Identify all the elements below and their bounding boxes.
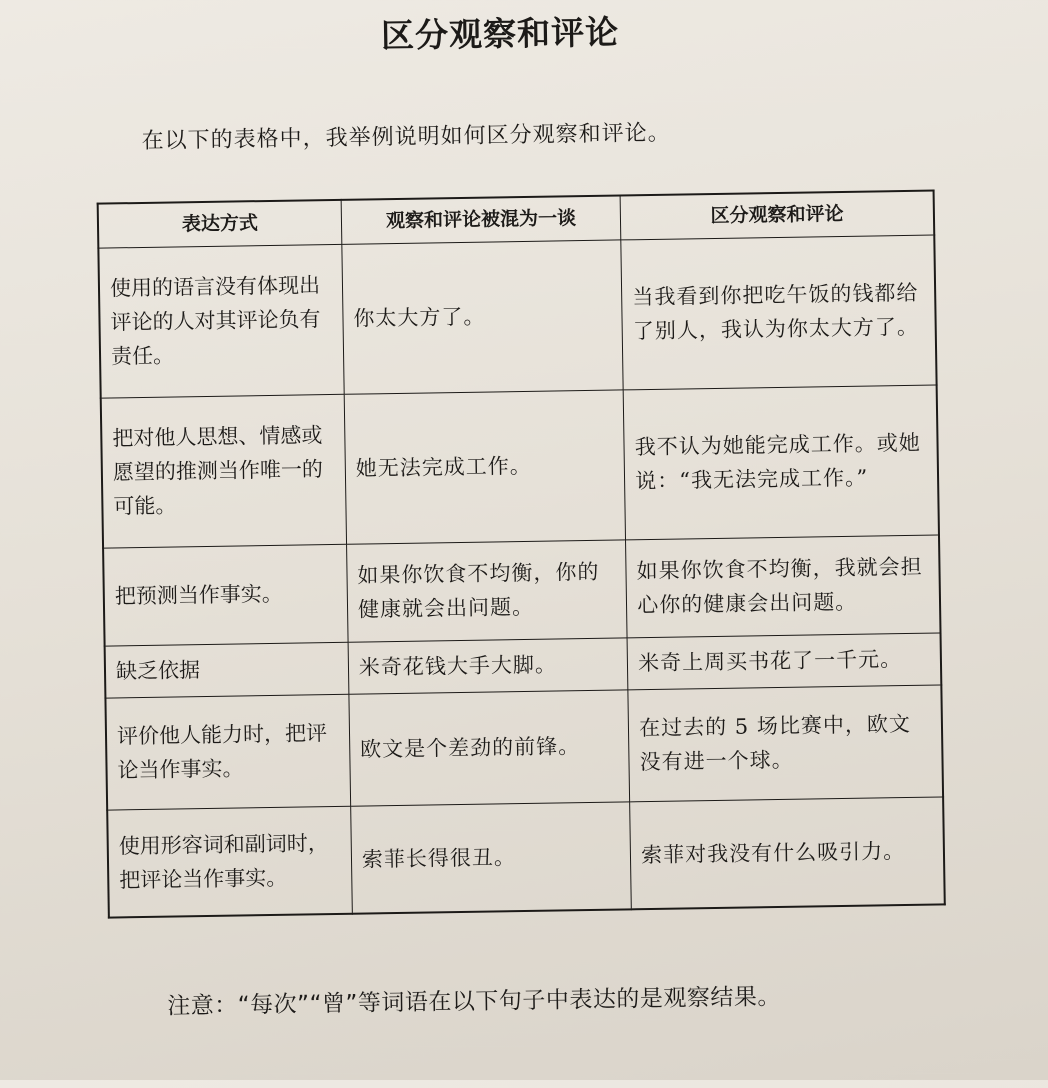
comparison-table	[97, 190, 946, 919]
column-header-separated: 区分观察和评论	[620, 191, 934, 240]
intro-paragraph: 在以下的表格中，我举例说明如何区分观察和评论。	[141, 120, 671, 154]
page-title: 区分观察和评论	[380, 12, 620, 56]
separated-example-cell: 当我看到你把吃午饭的钱都给了别人，我认为你太大方了。	[621, 235, 937, 390]
column-header-form: 表达方式	[98, 200, 342, 248]
note-paragraph: 注意：“每次”“曾”等词语在以下句子中表达的是观察结果。	[167, 984, 782, 1020]
table-row	[101, 385, 939, 548]
mixed-example-cell: 你太大方了。	[342, 240, 624, 394]
mixed-example-cell: 米奇花钱大手大脚。	[348, 638, 628, 694]
mixed-example-cell: 索菲长得很丑。	[351, 802, 632, 914]
separated-example-cell: 索菲对我没有什么吸引力。	[630, 797, 945, 910]
expression-form-cell: 使用形容词和副词时，把评论当作事实。	[107, 806, 352, 918]
mixed-example-cell: 欧文是个差劲的前锋。	[349, 690, 630, 806]
mixed-example-cell: 如果你饮食不均衡，你的健康就会出问题。	[346, 540, 627, 642]
mixed-example-cell: 她无法完成工作。	[344, 390, 626, 544]
expression-form-cell: 把预测当作事实。	[103, 544, 348, 646]
table-row	[103, 535, 940, 646]
expression-form-cell: 缺乏依据	[105, 642, 349, 698]
separated-example-cell: 如果你饮食不均衡，我就会担心你的健康会出问题。	[626, 535, 941, 638]
expression-form-cell: 评价他人能力时，把评论当作事实。	[105, 694, 350, 810]
table-row	[107, 797, 945, 918]
table-row	[98, 235, 936, 398]
expression-form-cell: 使用的语言没有体现出评论的人对其评论负有责任。	[98, 244, 344, 398]
expression-form-cell: 把对他人思想、情感或愿望的推测当作唯一的可能。	[101, 394, 347, 548]
column-header-mixed: 观察和评论被混为一谈	[341, 195, 621, 244]
table-row	[105, 685, 943, 810]
separated-example-cell: 在过去的 5 场比赛中，欧文没有进一个球。	[628, 685, 943, 802]
separated-example-cell: 我不认为她能完成工作。或她说：“我无法完成工作。”	[623, 385, 939, 540]
separated-example-cell: 米奇上周买书花了一千元。	[627, 633, 941, 690]
